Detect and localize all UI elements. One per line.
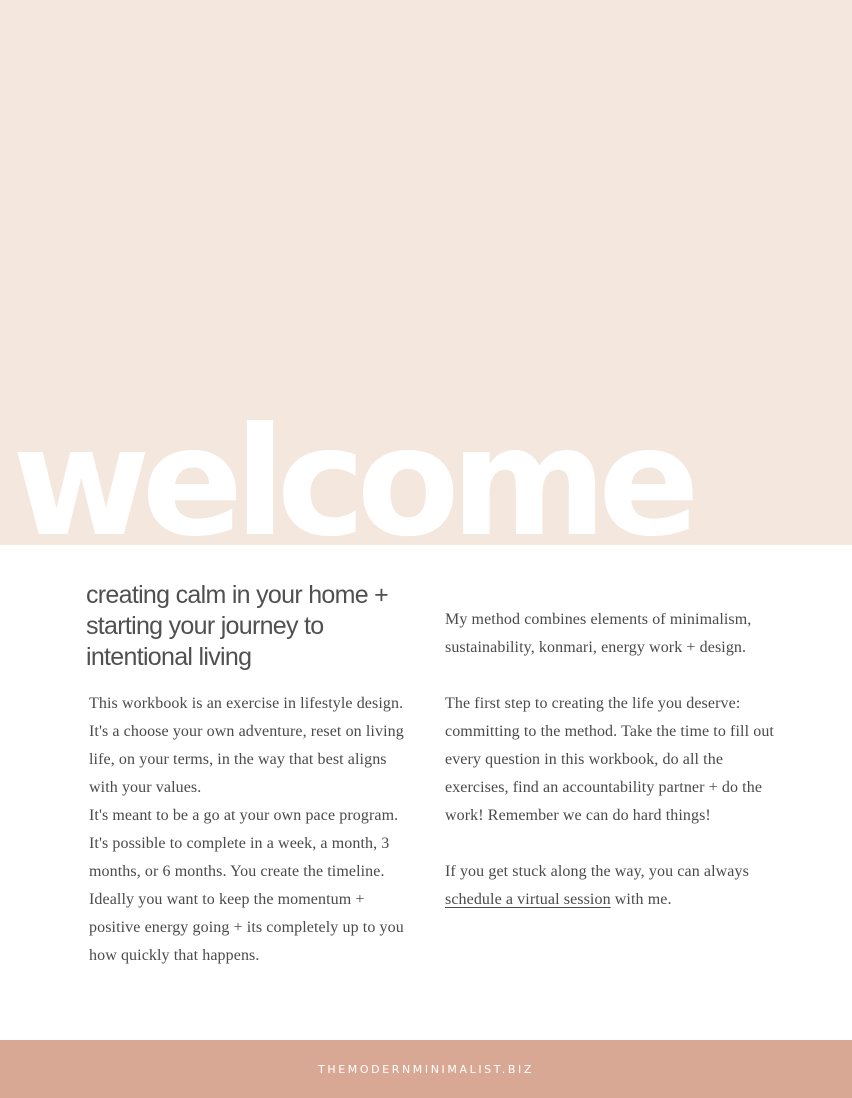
subtitle-line-3: intentional living	[86, 643, 252, 671]
intro-paragraph-2: It's meant to be a go at your own pace program. It's possible to complete in a week, a month, 3 months, or 6 months. You create the timeline. Ideally you want to keep the momentum + positive energy going + its completely up to you how quickly that happens.	[89, 807, 404, 964]
first-step-paragraph: The first step to creating the life you deserve: committing to the method. Take the time to fill out every question in this workbook, do all the exercises, find an accountability partner + do the work! Remember we can do hard things!	[445, 695, 774, 824]
method-paragraph: My method combines elements of minimalism, sustainability, konmari, energy work + design.	[445, 611, 752, 656]
welcome-title: welcome	[12, 396, 691, 545]
schedule-session-link[interactable]: schedule a virtual session	[445, 891, 611, 908]
website-url: THEMODERNMINIMALIST.BIZ	[318, 1062, 534, 1076]
intro-paragraph-1: This workbook is an exercise in lifestyle design. It's a choose your own adventure, reset on living life, on your terms, in the way that best aligns with your values.	[89, 695, 404, 796]
hero-banner	[0, 0, 852, 545]
support-text-after: with me.	[610, 891, 672, 908]
subtitle-line-1: creating calm in your home +	[86, 581, 389, 609]
left-column	[89, 690, 414, 970]
subtitle-line-2: starting your journey to	[86, 612, 324, 640]
footer-bar	[0, 1040, 852, 1098]
support-text-before: If you get stuck along the way, you can always	[445, 863, 749, 880]
support-paragraph	[445, 858, 775, 914]
page-subtitle	[86, 580, 416, 673]
right-column	[445, 606, 775, 914]
